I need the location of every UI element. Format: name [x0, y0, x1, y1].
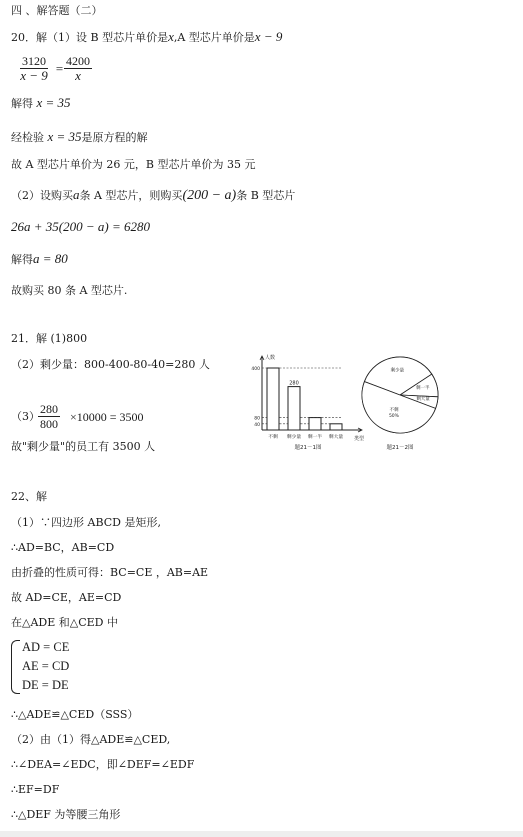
system-eq1: AD = CE: [22, 640, 70, 654]
y-tick-label: 40: [254, 422, 260, 428]
q21-fraction: [38, 402, 60, 431]
system-eq2: AE = CD: [22, 659, 70, 673]
q20-answer1: 故 A 型芯片单价为 26 元，B 型芯片单价为 35 元: [11, 158, 256, 171]
q20-fraction-left: [20, 54, 48, 83]
x-tick-label: 不剩: [268, 435, 278, 440]
q20-frac2-num: 4200: [66, 54, 90, 68]
pie-slice-label: 剩一半: [415, 385, 430, 391]
x-tick-label: 剩一半: [307, 435, 323, 440]
q20-solve2-line: [11, 252, 68, 267]
bar-chart-title: 题21－1图: [294, 445, 322, 451]
q20-frac2-den: x: [75, 68, 81, 83]
q20-solve2-prefix: 解得: [11, 253, 33, 266]
q22-line2: ∴AD=BC，AB=CD: [11, 541, 115, 554]
pie-chart: [355, 350, 450, 455]
q20-line1: [11, 30, 282, 45]
bar-chart: [240, 350, 370, 455]
q22-line7: （2）由（1）得△ADE≌△CED,: [11, 733, 171, 746]
q20-part2-var: a: [73, 187, 80, 202]
bar-1: [288, 387, 300, 430]
pie-slice-percent: 50%: [388, 413, 399, 419]
q20-check-line: [11, 130, 148, 145]
pie-slice-label: 剩少量: [390, 368, 405, 374]
q22-header: 22、解: [11, 490, 47, 503]
section-title: 四 、解答题（二）: [11, 4, 103, 17]
q20-part2-mid: 条 A 型芯片，则购买: [79, 189, 183, 202]
q20-solve-expr: x = 35: [36, 95, 71, 110]
bar-0: [267, 368, 279, 430]
q20-line1-mid: ,A 型芯片单价是: [173, 31, 255, 44]
q21-frac-num: 280: [40, 402, 58, 416]
q22-line10: ∴△DEF 为等腰三角形: [11, 808, 121, 821]
x-tick-label: 剩少量: [286, 435, 302, 440]
q20-line1-prefix: 20．解（1）设 B 型芯片单价是: [11, 31, 169, 44]
q21-answer: 故"剩少量"的员工有 3500 人: [11, 440, 156, 453]
q20-check-expr: x = 35: [47, 129, 82, 144]
y-tick-label: 80: [254, 416, 260, 422]
q20-fraction-right: [64, 54, 92, 83]
bottom-bar: [0, 831, 523, 837]
q20-line1-var: x: [168, 29, 174, 44]
q22-line6: ∴△ADE≌△CED（SSS）: [11, 708, 139, 721]
q20-answer2: 故购买 80 条 A 型芯片.: [11, 284, 128, 297]
bar-3: [330, 424, 342, 430]
q22-line8: ∴∠DEA=∠EDC，即∠DEF=∠EDF: [11, 758, 195, 771]
q20-part2-line: [11, 188, 295, 203]
system-eq3: DE = DE: [22, 678, 69, 692]
q20-equation2: 26a + 35(200 − a) = 6280: [11, 219, 150, 234]
pie-chart-title: 题21－2图: [386, 445, 414, 451]
q21-part3-prefix: （3）: [11, 410, 40, 423]
pie-slice-label: 不剩: [389, 407, 399, 413]
x-tick-label: 剩大量: [328, 435, 344, 440]
y-tick-label: 400: [251, 367, 260, 372]
q20-line1-expr: x − 9: [254, 29, 283, 44]
q22-line9: ∴EF=DF: [11, 783, 60, 796]
y-axis-label: 人数: [265, 355, 276, 361]
q21-line1: 21．解 (1)800: [11, 332, 88, 345]
q22-line1: （1）∵四边形 ABCD 是矩形,: [11, 516, 161, 529]
q20-frac1-num: 3120: [22, 54, 46, 68]
q22-line3: 由折叠的性质可得：BC=CE ，AB=AE: [11, 566, 209, 579]
q20-check-suffix: 是原方程的解: [81, 131, 148, 144]
bar-data-label: 280: [289, 380, 299, 387]
q20-eq-equals: =: [55, 61, 64, 76]
q20-check-prefix: 经检验: [11, 131, 44, 144]
pie-slice-label: 剩大量: [416, 396, 430, 402]
q20-solve2-expr: a = 80: [33, 251, 68, 266]
q22-line4: 故 AD=CE，AE=CD: [11, 591, 122, 604]
q21-line2: （2）剩少量：800-400-80-40=280 人: [11, 358, 210, 371]
q20-solve-line: [11, 96, 71, 111]
q22-line5: 在△ADE 和△CED 中: [11, 616, 118, 629]
q21-frac-den: 800: [40, 417, 58, 431]
system-brace: [11, 640, 20, 694]
q21-frac-rest: ×10000 = 3500: [70, 410, 144, 424]
q20-part2-prefix: （2）设购买: [11, 189, 73, 202]
q20-frac1-den: x − 9: [20, 68, 48, 83]
x-axis-label: 类型: [354, 436, 365, 442]
q20-solve-prefix: 解得: [11, 97, 33, 110]
bar-2: [309, 418, 321, 430]
q20-part2-expr: (200 − a): [182, 188, 237, 203]
q20-part2-suffix: 条 B 型芯片: [236, 189, 296, 202]
